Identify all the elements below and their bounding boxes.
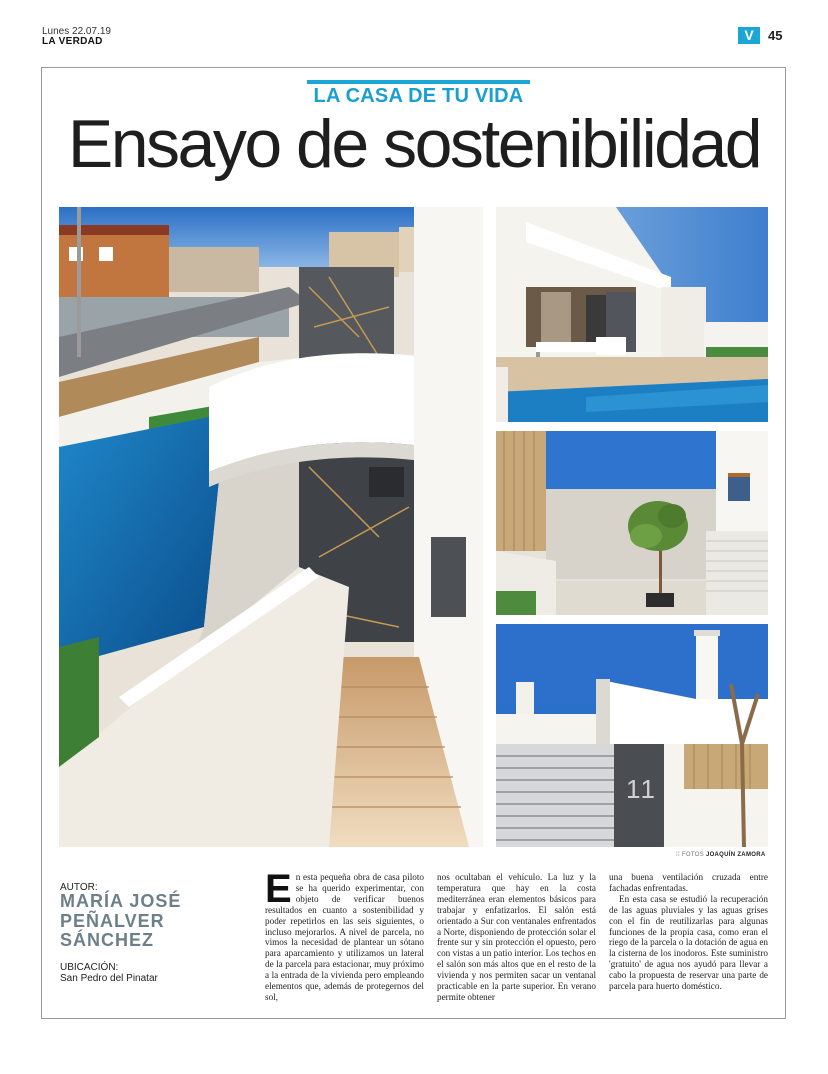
location-value: San Pedro del Pinatar	[60, 973, 158, 984]
author-name	[60, 892, 250, 951]
issue-date: Lunes 22.07.19	[42, 26, 111, 37]
section-badge: V	[738, 27, 760, 44]
author-name-line: PEÑALVER	[60, 910, 165, 931]
main-photo-stairs-pool	[59, 207, 483, 847]
photo-facade-gate	[496, 624, 768, 847]
body-column-3	[609, 872, 768, 992]
section-kicker: LA CASA DE TU VIDA	[313, 85, 524, 107]
body-text: nos ocultaban el vehículo. La luz y la temperatura que hay en la costa mediterránea eran elementos básicos para trabajar y enfatizarlos. El salón está orientado a Sur con ventanales enfrentados a Norte, disponiendo de protección solar el frente sur y sin protección el opuesto, pero con vistas a un patio interior. Los techos en el salón son más altos que en el resto de la vivienda y nos permiten sacar un ventanal practicable en la parte superior. En verano permite obtener	[437, 872, 596, 1002]
photo-terrace-pool	[496, 207, 768, 422]
kicker-rule	[307, 80, 530, 84]
body-paragraph: En esta casa se estudió la recuperación de las aguas pluviales y las aguas grises con el fin de reutilizarlas para algunas funciones de la propia casa, como eran el riego de la parcela o la dotación de agua en la cisterna de los inodoros. Este suministro 'gratuito' de agua nos ayudó para llevar a cabo la propuesta de reservar una parte de parcela para huerto doméstico.	[609, 893, 768, 992]
body-column-1	[265, 867, 424, 1003]
photo-inner-patio-tree	[496, 431, 768, 615]
photo-credit	[676, 852, 765, 858]
page-number: 45	[768, 28, 783, 43]
body-text: n esta pequeña obra de casa piloto se ha querido experimentar, con objeto de verificar buenos resultados en cuanto a sostenibilidad y poder repetirlos en las seis siguientes, o incluso mejorarlos. A nivel de parcela, no vimos la necesidad de plantear un sótano para aparcamiento y utilizamos un lateral de la parcela para estacionar, muy próximo a la entrada de la vivienda pero empleando elementos que, además de protegernos del sol,	[265, 872, 424, 1002]
photo-credit-name: JOAQUÍN ZAMORA	[705, 852, 766, 858]
publication-name: LA VERDAD	[42, 36, 103, 47]
author-name-line: SÁNCHEZ	[60, 930, 155, 950]
photo-credit-label: FOTOS	[681, 852, 704, 858]
body-column-2	[437, 872, 596, 1003]
photo-credit-icon: ⁞⁞	[676, 852, 680, 858]
author-label: AUTOR:	[60, 882, 98, 893]
body-paragraph: una buena ventilación cruzada entre fachadas enfrentadas.	[609, 872, 768, 893]
location-label: UBICACIÓN:	[60, 962, 119, 973]
drop-cap: E	[265, 867, 292, 911]
author-name-line: MARÍA JOSÉ	[60, 891, 182, 911]
house-number: 11	[626, 774, 657, 804]
headline: Ensayo de sostenibilidad	[67, 106, 761, 182]
